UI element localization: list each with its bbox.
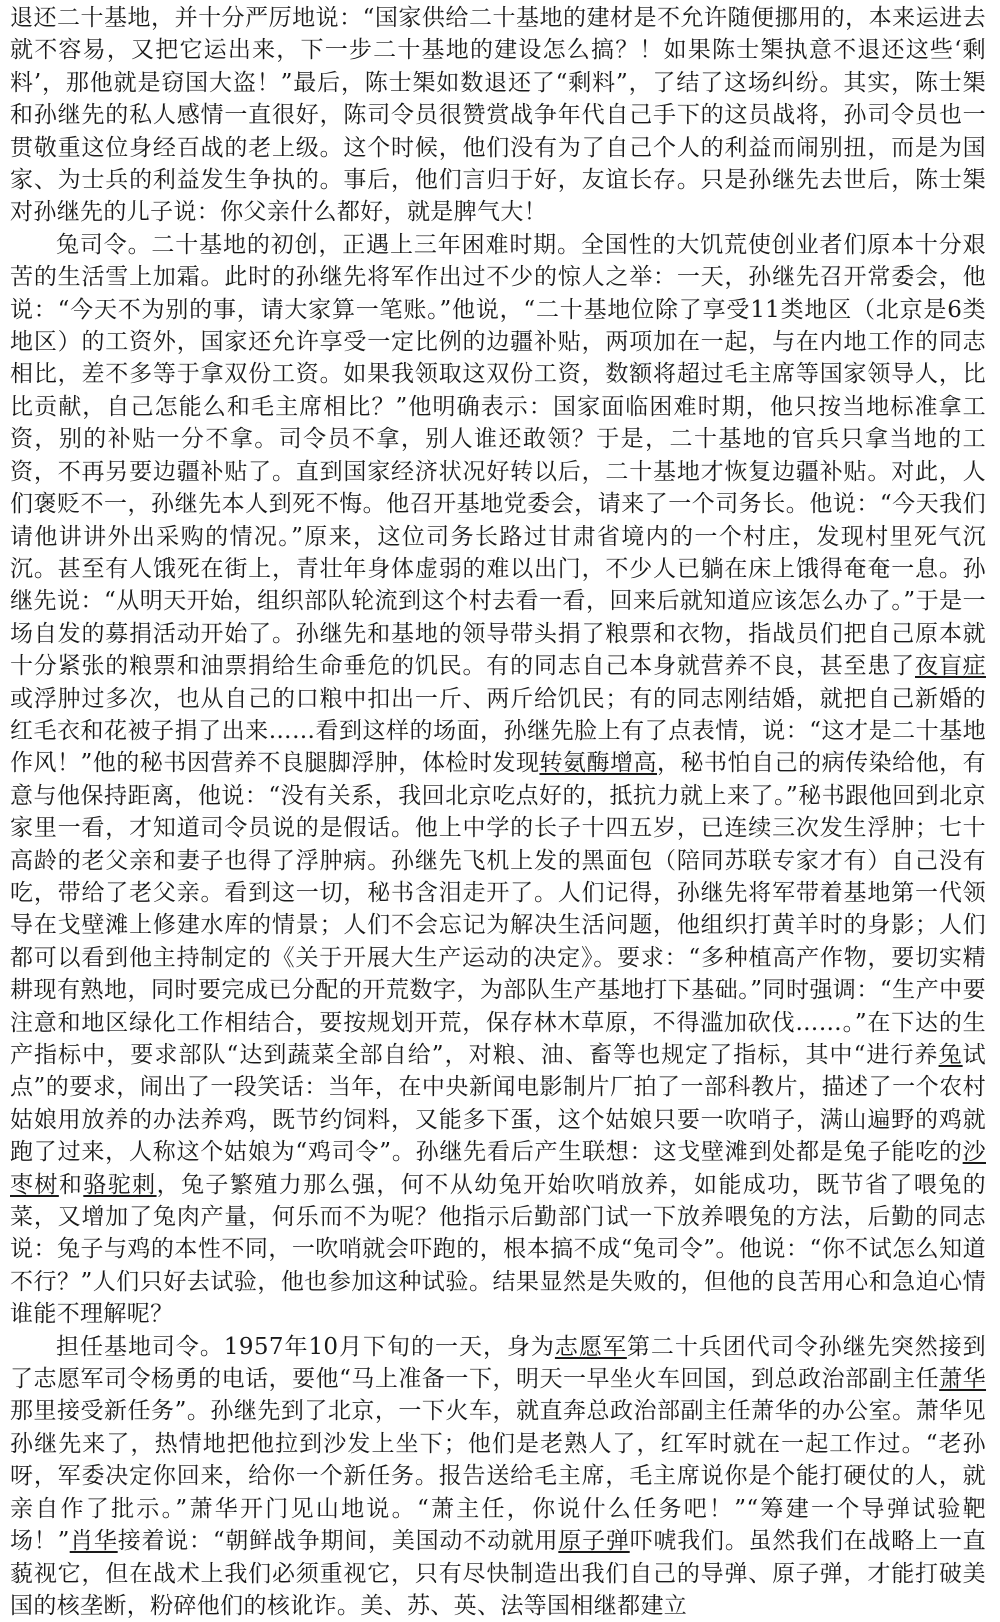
paragraph-text: 那里接受新任务”。孙继先到了北京，一下火车，就直奔总政治部副主任萧华的办公室。萧华见孙继先来了，热情地把他拉到沙发上坐下；他们是老熟人了，红军时就在一起工作过。“老孙呀，军委决定你回来，给你一个新任务。报告送给毛主席，毛主席说你是个能打硬仗的人，就亲自作了批示。”萧华开门见山地说。“萧主任，你说什么任务吧！”“筹建一个导弹试验靶场！”: [10, 1398, 986, 1555]
underlined-link[interactable]: 原子弹: [558, 1528, 630, 1555]
paragraph-text: ，秘书怕自己的病传染给他，有意与他保持距离，他说：“没有关系，我回北京吃点好的，抵抗力就上来了。”秘书跟他回到北京家里一看，才知道司令员说的是假话。他上中学的长子十四五岁，已连续三次发生浮肿；七十高龄的老父亲和妻子也得了浮肿病。孙继先飞机上发的黑面包（陪同苏联专家才有）自己没有吃，带给了老父亲。看到这一切，秘书含泪走开了。人们记得，孙继先将军带着基地第一代领导在戈壁滩上修建水库的情景；人们不会忘记为解决生活问题，他组织打黄羊时的身影；人们都可以看到他主持制定的《关于开展大生产运动的决定》。要求：“多种植高产作物，要切实精耕现有熟地，同时要完成已分配的开荒数字，为部队生产基地打下基础。”同时强调：“生产中要注意和地区绿化工作相结合，要按规划开荒，保存林木草原，不得滥加砍伐……。”在下达的生产指标中，要求部队“达到蔬菜全部自给”，对粮、油、畜等也规定了指标，其中“进行养: [10, 750, 987, 1068]
underlined-link[interactable]: 沙枣树: [10, 1139, 986, 1198]
paragraph-text: 或浮肿过多次，也从自己的口粮中扣出一斤、两斤给饥民；有的同志刚结婚，就把自己新婚的红毛衣和花被子捐了出来……看到这样的场面，孙继先脸上有了点表情，说：“这才是二十基地作风！”他的秘书因营养不良腿脚浮肿，体检时发现: [10, 685, 986, 777]
underlined-link[interactable]: 肖华: [69, 1528, 118, 1555]
underlined-link[interactable]: 萧华: [939, 1366, 987, 1393]
paragraph-text: 兔司令。二十基地的初创，正遇上三年困难时期。全国性的大饥荒使创业者们原本十分艰苦的生活雪上加霜。此时的孙继先将军作出过不少的惊人之举：一天，孙继先召开常委会，他说：“今天不为别的事，请大家算一笔账。”他说，“二十基地位除了享受11类地区（北京是6类地区）的工资外，国家还允许享受一定比例的边疆补贴，两项加在一起，与在内地工作的同志相比，差不多等于拿双份工资。如果我领取这双份工资，数额将超过毛主席等国家领导人，比比贡献，自己怎能么和毛主席相比？”他明确表示：国家面临困难时期，他只按当地标准拿工资，别的补贴一分不拿。司令员不拿，别人谁还敢领？于是，二十基地的官兵只拿当地的工资，不再另要边疆补贴了。直到国家经济状况好转以后，二十基地才恢复边疆补贴。对此，人们褒贬不一，孙继先本人到死不悔。他召开基地党委会，请来了一个司务长。他说：“今天我们请他讲讲外出采购的情况。”原来，这位司务长路过甘肃省境内的一个村庄，发现村里死气沉沉。甚至有人饿死在街上，青壮年身体虚弱的难以出门，不少人已躺在床上饿得奄奄一息。孙继先说：“从明天开始，组织部队轮流到这个村去看一看，回来后就知道应该怎么办了。”于是一场自发的募捐活动开始了。孙继先和基地的领导带头捐了粮票和衣物，指战员们把自己原本就十分紧张的粮票和油票捐给生命垂危的饥民。有的同志自己本身就营养不良，甚至患了: [10, 231, 986, 680]
underlined-link[interactable]: 志愿军: [554, 1333, 627, 1360]
paragraph-text: 退还二十基地，并十分严厉地说：“国家供给二十基地的建材是不允许随便挪用的，本来运进去就不容易，又把它运出来，下一步二十基地的建设怎么搞？！如果陈士榘执意不退还这些‘剩料’，那他就是窃国大盗！”最后，陈士榘如数退还了“剩料”，了结了这场纠纷。其实，陈士榘和孙继先的私人感情一直很好，陈司令员很赞赏战争年代自己手下的这员战将，孙司令员也一贯敬重这位身经百战的老上级。这个时候，他们没有为了自己个人的利益而闹别扭，而是为国家、为士兵的利益发生争执的。事后，他们言归于好，友谊长存。只是孙继先去世后，陈士榘对孙继先的儿子说：你父亲什么都好，就是脾气大！: [10, 5, 986, 226]
paragraph-text: 接着说：“朝鲜战争期间，美国动不动就用: [117, 1528, 559, 1555]
underlined-link[interactable]: 转氨酶增高: [539, 750, 658, 777]
paragraph: [10, 2, 986, 229]
paragraph: [10, 1331, 986, 1622]
paragraph-text: 和: [58, 1171, 84, 1198]
paragraph: [10, 229, 986, 1331]
underlined-link[interactable]: 兔: [938, 1042, 963, 1068]
paragraph-text: 试点”的要求，闹出了一段笑话：当年，在中央新闻电影制片厂拍了一部科教片，描述了一个农村姑娘用放养的办法养鸡，既节约饲料，又能多下蛋，这个姑娘只要一吹哨子，满山遍野的鸡就跑了过来，人称这个姑娘为“鸡司令”。孙继先看后产生联想：这戈壁滩到处都是兔子能吃的: [10, 1042, 986, 1166]
paragraph-text: 担任基地司令。1957年10月下旬的一天，身为: [56, 1333, 555, 1360]
underlined-link[interactable]: 夜盲症: [915, 653, 986, 680]
paragraph-text: 第二十兵团代司令孙继先突然接到了志愿军司令杨勇的电话，要他“马上准备一下，明天一早坐火车回国，到总政治部副主任: [10, 1333, 986, 1393]
underlined-link[interactable]: 骆驼刺: [83, 1171, 157, 1198]
paragraph-text: 吓唬我们。虽然我们在战略上一直藐视它，但在战术上我们必须重视它，只有尽快制造出我们自己的导弹、原子弹，才能打破美国的核垄断，粉碎他们的核讹诈。美、苏、英、法等国相继都建立: [10, 1528, 986, 1619]
paragraph-text: ，兔子繁殖力那么强，何不从幼兔开始吹哨放养，如能成功，既节省了喂兔的菜，又增加了兔肉产量，何乐而不为呢？他指示后勤部门试一下放养喂兔的方法，后勤的同志说：兔子与鸡的本性不同，一吹哨就会吓跑的，根本搞不成“兔司令”。他说：“你不试怎么知道不行？”人们只好去试验，他也参加这种试验。结果显然是失败的，但他的良苦用心和急迫心情谁能不理解呢？: [10, 1171, 986, 1328]
